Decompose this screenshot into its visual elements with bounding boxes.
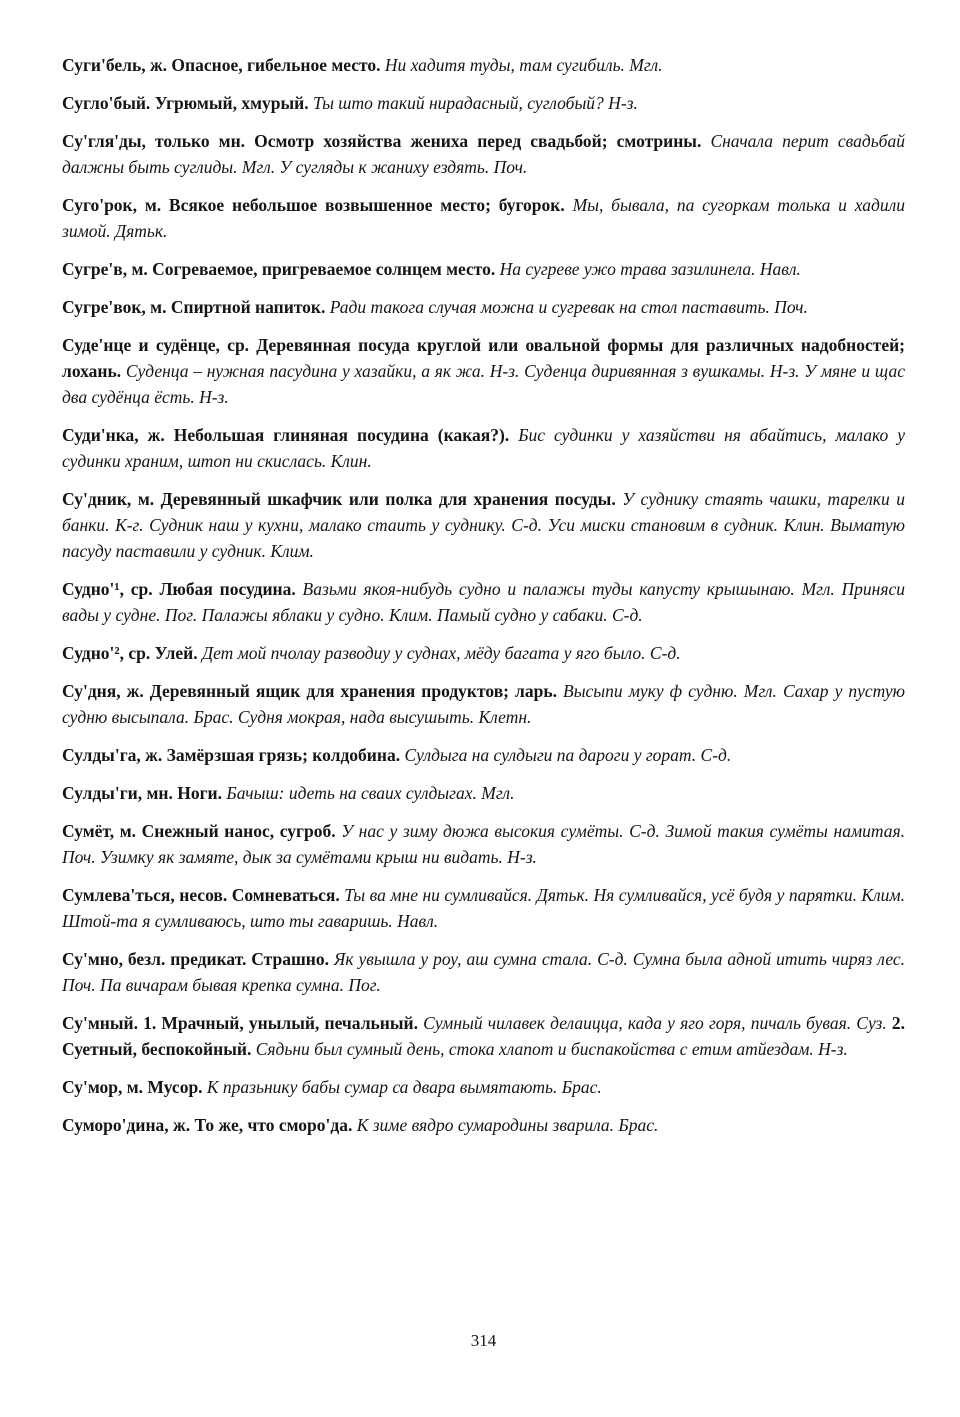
dictionary-entry (62, 640, 905, 666)
entry-headword: Сулды'ги, мн. (62, 783, 178, 803)
entry-examples: Бачыш: идеть на сваих сулдыгах. Мгл. (226, 783, 515, 803)
entry-headword: Суморо'дина, ж. (62, 1115, 195, 1135)
dictionary-entry (62, 332, 905, 410)
entry-headword: Су'мор, м. (62, 1077, 148, 1097)
entry-headword: Сугло'бый. (62, 93, 155, 113)
dictionary-entry (62, 882, 905, 934)
entry-examples: Сулдыга на сулдыги па дароги у горат. С-д. (404, 745, 732, 765)
entry-examples: Сумный чилавек делаицца, када у яго горя, пичаль бувая. Суз. (423, 1013, 892, 1033)
entry-examples: Мы, бывала, па сугоркам толька и хадили зимой. Дятьк. (62, 195, 905, 241)
dictionary-entry (62, 422, 905, 474)
entry-examples: Суденца – нужная пасудина у хазайки, а як жа. Н-з. Суденца диривянная з вушкамы. Н-з. У мяне и щас два судёнца ёсть. Н-з. (62, 361, 905, 407)
dictionary-entry (62, 576, 905, 628)
dictionary-entry (62, 780, 905, 806)
entry-examples: Вазьми якоя-нибудь судно и палажы туды капусту крышынаю. Мгл. Приняси вады у судне. Пог. Палажы яблаки у судно. Клим. Памый судно у сабаки. С-д. (62, 579, 905, 625)
entry-examples: Сядьни был сумный день, стока хлапот и биспакойства с етим атйездам. Н-з. (255, 1039, 848, 1059)
entry-examples: Ты ва мне ни сумливайся. Дятьк. Ня сумливайся, усё будя у парятки. Клим. Штой-та я сумливаюсь, што ты гаваришь. Навл. (62, 885, 905, 931)
entry-definition: Осмотр хозяйства жениха перед свадьбой; смотрины. (254, 131, 711, 151)
entry-examples: К празьнику бабы сумар са двара вымятають. Брас. (206, 1077, 602, 1097)
entry-headword: Су'мно, безл. предикат. (62, 949, 252, 969)
entry-definition: То же, что сморо'да. (194, 1115, 357, 1135)
dictionary-entry (62, 52, 905, 78)
entry-definition: Всякое небольшое возвышенное место; бугорок. (168, 195, 573, 215)
entry-headword: Суде'нце и судёнце, ср. (62, 335, 257, 355)
entry-definition: Угрюмый, хмурый. (154, 93, 313, 113)
entry-examples: К зиме вядро сумародины зварила. Брас. (356, 1115, 659, 1135)
dictionary-entry (62, 742, 905, 768)
entry-headword: Су'дник, м. (62, 489, 161, 509)
entry-headword: Су'гля'ды, только мн. (62, 131, 255, 151)
entry-examples: Ради такога случая можна и сугревак на стол паставить. Поч. (329, 297, 808, 317)
entry-headword: Сугре'в, м. (62, 259, 153, 279)
dictionary-entry (62, 946, 905, 998)
entry-examples: Як увышла у роу, аш сумна стала. С-д. Сумна была адной итить чиряз лес. Поч. Па вичарам бывая крепка сумна. Пог. (62, 949, 906, 995)
entry-definition: Ноги. (177, 783, 227, 803)
entry-headword: Судно'², ср. (62, 643, 155, 663)
entry-headword: Сугре'вок, м. (62, 297, 171, 317)
entry-definition: Деревянная посуда круглой или овальной формы для различных надобностей; лохань. (62, 335, 905, 381)
dictionary-entry (62, 486, 905, 564)
entry-definition: Сомневаться. (231, 885, 345, 905)
entry-headword: Суги'бель, ж. (62, 55, 172, 75)
entry-definition: 2. Суетный, беспокойный. (62, 1013, 905, 1059)
entry-headword: Сулды'га, ж. (62, 745, 167, 765)
entry-definition: Снежный нанос, сугроб. (141, 821, 342, 841)
entry-definition: Мусор. (147, 1077, 207, 1097)
entry-examples: Высыпи муку ф судню. Мгл. Сахар у пустую судню высыпала. Брас. Судня мокрая, нада высушыть. Клетн. (62, 681, 905, 727)
dictionary-entry (62, 294, 905, 320)
entry-definition: Страшно. (251, 949, 334, 969)
entry-definition: Согреваемое, пригреваемое солнцем место. (152, 259, 500, 279)
entry-headword: Су'мный. (62, 1013, 144, 1033)
entry-examples: У нас у зиму дюжа высокия сумёты. С-д. Зимой такия сумёты намитая. Поч. Узимку як замяте, дык за сумётами крыш ни видать. Н-з. (62, 821, 905, 867)
entry-headword: Суди'нка, ж. (62, 425, 174, 445)
entry-definition: Небольшая глиняная посудина (какая?). (173, 425, 519, 445)
dictionary-entry (62, 1112, 905, 1138)
entry-headword: Сумёт, м. (62, 821, 142, 841)
entry-definition: 1. Мрачный, унылый, печальный. (143, 1013, 424, 1033)
entry-examples: Ни хадитя туды, там сугибиль. Мгл. (384, 55, 663, 75)
entry-examples: На сугреве ужо трава зазилинела. Навл. (499, 259, 801, 279)
entry-definition: Деревянный шкафчик или полка для хранения посуды. (160, 489, 623, 509)
entry-definition: Замёрзшая грязь; колдобина. (166, 745, 405, 765)
entry-examples: Ты што такий нирадасный, суглобый? Н-з. (312, 93, 638, 113)
dictionary-entry (62, 90, 905, 116)
dictionary-entry (62, 818, 905, 870)
entry-definition: Опасное, гибельное место. (171, 55, 385, 75)
entry-examples: Бис судинки у хазяйстви ня абайтись, малако у судинки храним, штоп ни скислась. Клин. (62, 425, 905, 471)
entry-headword: Су'дня, ж. (62, 681, 150, 701)
entry-definition: Спиртной напиток. (170, 297, 330, 317)
dictionary-entry (62, 128, 905, 180)
dictionary-entry (62, 1074, 905, 1100)
entry-definition: Деревянный ящик для хранения продуктов; ларь. (149, 681, 563, 701)
entry-examples: У суднику стаять чашки, тарелки и банки. К-г. Судник наш у кухни, малако стаить у суднику. С-д. Уси миски становим в судник. Клин. Выматую пасуду паставили у судник. Клим. (62, 489, 906, 561)
entry-definition: Любая посудина. (159, 579, 303, 599)
page-number: 314 (470, 1331, 497, 1350)
entry-headword: Сумлева'ться, несов. (62, 885, 232, 905)
dictionary-entry (62, 678, 905, 730)
entries-container (62, 52, 905, 1150)
entry-definition: Улей. (154, 643, 202, 663)
entry-headword: Судно'¹, ср. (62, 579, 160, 599)
entry-headword: Суго'рок, м. (62, 195, 169, 215)
entry-examples: Сначала перит свадьбай далжны быть суглиды. Мгл. У сугляды к жаниху ездять. Поч. (62, 131, 905, 177)
dictionary-entry (62, 1010, 905, 1062)
dictionary-entry (62, 192, 905, 244)
dictionary-entry (62, 256, 905, 282)
entry-examples: Дет мой пчолау разводиу у суднах, мёду багата у яго было. С-д. (201, 643, 681, 663)
